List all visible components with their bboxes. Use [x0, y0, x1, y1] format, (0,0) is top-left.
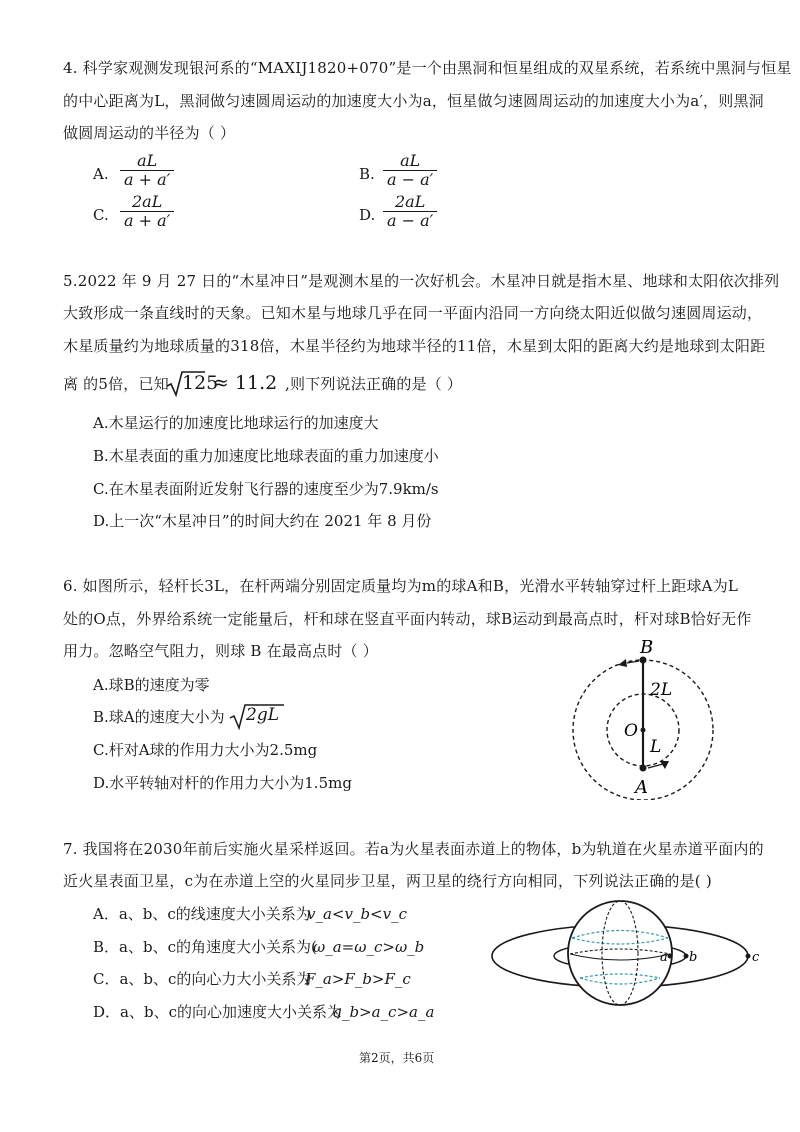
q5-line-3: 木星质量约为地球质量的318倍，木星半径约为地球半径的11倍，木星到太阳的距离大约是地球到太阳距 [63, 337, 766, 355]
q5-option-c: C.在木星表面附近发射飞行器的速度至少为7.9km/s [93, 480, 439, 498]
q6-option-a: A.球B的速度为零 [93, 676, 210, 694]
object-a-point [668, 954, 673, 959]
q4-option-d-denominator: a − a′ [383, 211, 437, 230]
figure-label-a: A [635, 777, 648, 798]
q5-line-2: 大致形成一条直线时的天象。已知木星与地球几乎在同一平面内沿同一方向绕太阳近似做匀速圆周运动， [63, 304, 763, 322]
q6-rotating-rod-figure [570, 640, 730, 800]
q6-line-3: 用力。忽略空气阻力，则球 B 在最高点时（ ） [63, 642, 378, 660]
q4-line-3: 做圆周运动的半径为（ ） [63, 124, 236, 142]
q4-option-a-fraction [120, 152, 174, 189]
q6-option-b: B.球A的速度大小为 [93, 708, 225, 726]
q7-line-2: 近火星表面卫星，c为在赤道上空的火星同步卫星，两卫星的绕行方向相同，下列说法正确的是( ) [63, 872, 712, 890]
q4-option-a-numerator: aL [137, 151, 158, 170]
q4-option-c-fraction [120, 193, 174, 230]
figure-label-b: B [640, 640, 654, 658]
q6-option-b-sqrt-argument: 2gL [246, 705, 279, 725]
q4-option-b-label: B. [359, 165, 375, 183]
q4-option-c-denominator: a + a′ [120, 211, 174, 230]
q4-option-c-numerator: 2aL [131, 192, 163, 211]
q4-option-d-label: D. [359, 206, 376, 224]
q7-option-d-text: D．a、b、c的向心加速度大小关系为 [93, 1003, 342, 1021]
page-footer: 第2页，共6页 [359, 1051, 435, 1065]
q5-approx-value: ≈ 11.2 [213, 372, 278, 394]
q5-line-4-prefix: 离 的5倍，已知 [63, 375, 169, 393]
satellite-c-point [746, 954, 751, 959]
q5-option-b: B.木星表面的重力加速度比地球表面的重力加速度小 [93, 447, 439, 465]
satellite-b-point [684, 954, 689, 959]
figure-label-a: a [660, 950, 668, 965]
q7-option-b-math: ω_a=ω_c>ω_b [313, 938, 425, 956]
q6-line-2: 处的O点，外界给系统一定能量后，杆和球在竖直平面内转动，球B运动到最高点时，杆对球B恰好无作 [63, 610, 752, 628]
q7-mars-orbit-figure [490, 898, 780, 1013]
q7-option-d-math: a_b>a_c>a_a [333, 1003, 435, 1021]
q4-option-b-fraction [383, 152, 437, 189]
figure-label-o: O [624, 721, 638, 741]
mars-sphere [568, 901, 672, 1005]
figure-label-b: b [689, 950, 698, 965]
q7-option-c-math: F_a>F_b>F_c [305, 970, 411, 988]
figure-label-l: L [650, 737, 662, 757]
q4-line-2: 的中心距离为L，黑洞做匀速圆周运动的加速度大小为a，恒星做匀速圆周运动的加速度大小为a′，则黑洞 [63, 92, 764, 110]
q7-option-b-text: B．a、b、c的角速度大小关系为( [93, 938, 317, 956]
q4-option-c-label: C. [93, 206, 109, 224]
q7-option-a-text: A．a、b、c的线速度大小关系为 [93, 905, 311, 923]
q5-option-a: A.木星运行的加速度比地球运行的加速度大 [93, 414, 379, 432]
q4-option-b-denominator: a − a′ [383, 170, 437, 189]
q4-option-a-denominator: a + a′ [120, 170, 174, 189]
pivot-o [641, 728, 646, 733]
q7-option-a-math: v_a<v_b<v_c [307, 905, 408, 923]
ball-a [640, 765, 647, 772]
q6-line-1: 6. 如图所示，轻杆长3L，在杆两端分别固定质量均为m的球A和B，光滑水平转轴穿过杆上距球A为L [63, 577, 739, 595]
q6-option-d: D.水平转轴对杆的作用力大小为1.5mg [93, 774, 352, 792]
q4-option-b-numerator: aL [400, 151, 421, 170]
q7-option-c-text: C．a、b、c的向心力大小关系为 [93, 970, 312, 988]
q5-line-4-suffix: ,则下列说法正确的是（ ） [285, 375, 463, 393]
figure-label-2l: 2L [650, 680, 673, 700]
q5-sqrt-argument: 125 [182, 372, 219, 394]
q4-option-d-numerator: 2aL [394, 192, 426, 211]
ball-b-velocity-arrow [618, 659, 627, 667]
q4-option-d-fraction [383, 193, 437, 230]
q5-line-1: 5.2022 年 9 月 27 日的“木星冲日”是观测木星的一次好机会。木星冲日就是指木星、地球和太阳依次排列 [63, 272, 780, 290]
q5-option-d: D.上一次“木星冲日”的时间大约在 2021 年 8 月份 [93, 512, 432, 530]
q7-line-1: 7. 我国将在2030年前后实施火星采样返回。若a为火星表面赤道上的物体，b为轨道在火星赤道平面内的 [63, 840, 764, 858]
figure-label-c: c [752, 950, 760, 965]
q6-option-c: C.杆对A球的作用力大小为2.5mg [93, 741, 318, 759]
q4-option-a-label: A. [93, 165, 109, 183]
q4-line-1: 4. 科学家观测发现银河系的“MAXIJ1820+070”是一个由黑洞和恒星组成的双星系统，若系统中黑洞与恒星 [63, 59, 792, 77]
